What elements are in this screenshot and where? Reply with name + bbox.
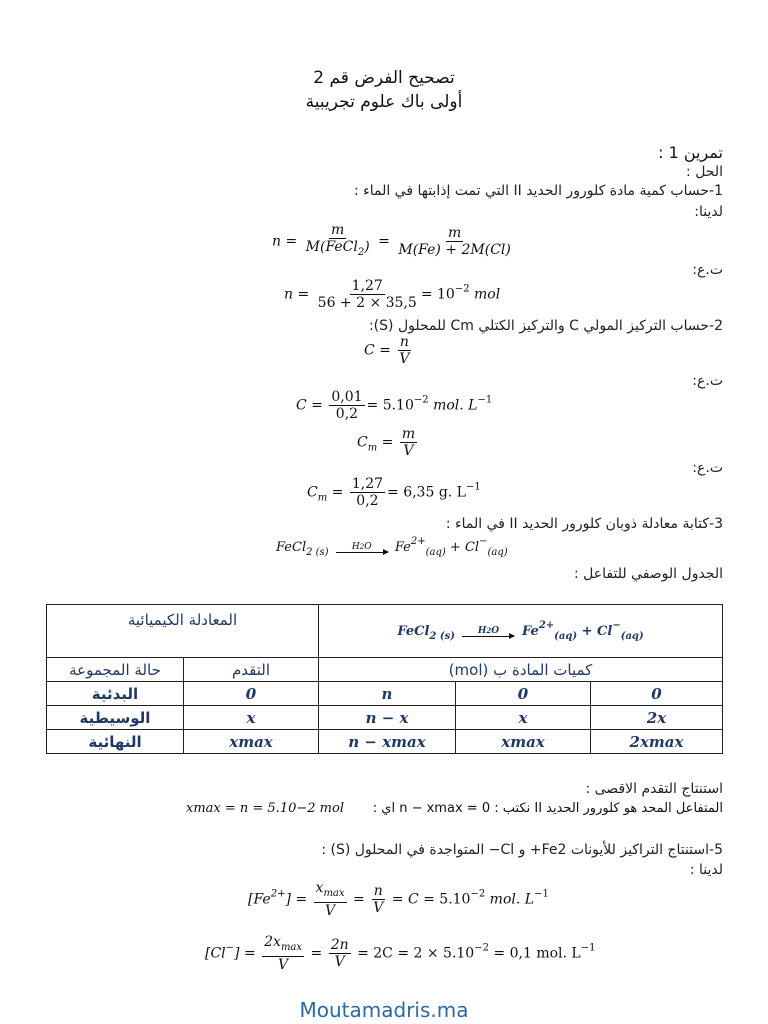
table-adv-initial: 0 [184,682,319,706]
table-equation-header: المعادلة الكيميائية [47,605,319,658]
formula-c-value: C = $\frac{0,01}{0,2}$ = $5.10^{-2}$ mol. $L^{-1}$ [296,389,493,422]
question-5: 5-استنتاج التراكيز للأيونات Fe2+ و Cl− المتواجدة في المحلول (S) : [321,842,723,858]
table-quantities-header: كميات المادة ب (mol) [319,658,723,682]
formula-cl-concentration: [Cl−] = $\frac{2x_{max}}{V}$ = $\frac{2n}{V}$ = $2C = 2 \times 5.10^{-2} = 0,1$ mol. $L^{-1}$ [205,934,596,973]
given-label: لدينا: [694,204,723,220]
formula-cm-def: $C_m$ = $\frac{m}{V}$ [357,426,416,459]
num-app-label-3: ت.ع: [692,460,723,476]
question-2: 2-حساب التركيز المولي C والتركيز الكتلي Cm للمحلول (S): [368,318,723,334]
table-fe-final: xmax [456,730,591,754]
num-app-label-2: ت.ع: [692,373,723,389]
table-cl-final: 2xmax [591,730,723,754]
solution-label: الحل : [686,164,723,180]
xmax-text: المتفاعل المحد هو كلورور الحديد II نكتب : 0 = n − xmax اي : [372,801,723,816]
xmax-heading: استنتاج التقدم الاقصى : [585,781,723,797]
num-app-label-1: ت.ع: [692,262,723,278]
formula-fe-concentration: $[Fe^{2+}]$ = $\frac{x_{max}}{V}$ = $\frac{n}{V}$ = $C = 5.10^{-2}$ mol. $L^{-1}$ [248,880,549,919]
table-intro: الجدول الوصفي للتفاعل : [574,566,723,582]
formula-n-def: n = $\frac{m}{M(FeCl_2)}$ = $\frac{m}{M(Fe) + 2M(Cl)}$ [272,222,511,258]
table-advancement-header: التقدم [184,658,319,682]
table-equation: FeCl$_{2 (s)}$ H2O $Fe^{2+}_{(aq)} + Cl^-_{(aq)}$ [319,605,723,658]
table-cl-intermediate: 2x [591,706,723,730]
table-adv-final: xmax [184,730,319,754]
table-cl-initial: 0 [591,682,723,706]
question-3: 3-كتابة معادلة ذوبان كلورور الحديد II في الماء : [445,516,723,532]
table-adv-intermediate: x [184,706,319,730]
table-fe-initial: 0 [456,682,591,706]
formula-cm-value: $C_m$ = $\frac{1,27}{0,2}$ = 6,35 g. $L^{-1}$ [307,476,481,509]
dissolution-equation: FeCl$_{2 (s)}$ H2O $Fe^{2+}_{(aq)} + Cl^-_{(aq)}$ [276,536,508,558]
doc-title: تصحيح الفرض قم 2 [313,68,455,88]
given-label-2: لدينا : [689,862,723,878]
table-fecl2-intermediate: n − x [319,706,456,730]
table-fecl2-initial: n [319,682,456,706]
table-state-intermediate: الوسيطية [47,706,184,730]
table-fecl2-final: n − xmax [319,730,456,754]
site-logo[interactable]: Moutamadris.ma [299,998,469,1022]
question-1: 1-حساب كمية مادة كلورور الحديد II التي تمت إذابتها في الماء : [353,183,723,199]
xmax-result: xmax = n = 5.10−2 mol [186,801,344,816]
doc-subtitle: أولى باك علوم تجريبية [305,92,463,112]
table-fe-intermediate: x [456,706,591,730]
table-state-final: النهائية [47,730,184,754]
table-state-initial: البدئية [47,682,184,706]
formula-c-def: C = $\frac{n}{V}$ [364,334,410,367]
exercise-heading: تمرين 1 : [658,143,723,162]
formula-n-value: n = $\frac{1,27}{56 + 2 \times 35,5}$ = $10^{-2}$ mol [284,278,501,311]
advancement-table [46,604,723,754]
table-state-header: حالة المجموعة [47,658,184,682]
